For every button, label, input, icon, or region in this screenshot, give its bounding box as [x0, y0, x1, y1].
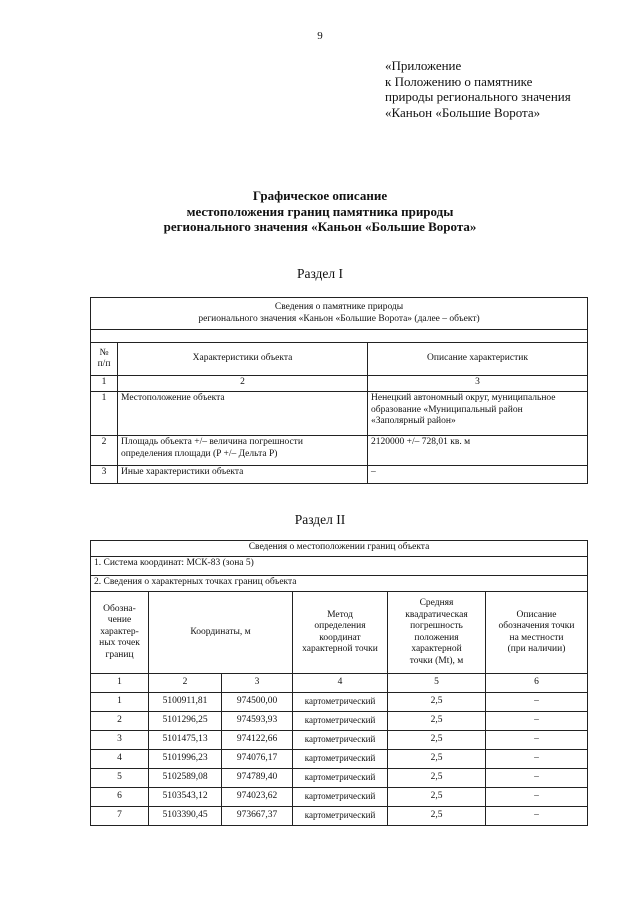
- row-value: [368, 392, 588, 436]
- annex-line: к Положению о памятнике: [385, 73, 533, 89]
- points-caption-row: [91, 576, 588, 592]
- table-caption: [91, 298, 588, 330]
- boundary-points-table: [90, 540, 588, 826]
- row-name: Иные характеристики объекта: [118, 466, 368, 484]
- caption-line: регионального значения «Каньон «Большие Ворота» (далее – объект): [198, 313, 480, 324]
- title-line: Графическое описание: [252, 188, 388, 203]
- value-line: Ненецкий автономный округ, муниципальное: [371, 393, 556, 403]
- table-caption-row: [91, 298, 588, 330]
- method: картометрический: [293, 807, 388, 826]
- header-description: Описание характеристик: [368, 343, 588, 376]
- column-number: 6: [486, 674, 588, 693]
- spacer-cell: [91, 330, 588, 343]
- header-line: Средняя: [419, 598, 454, 608]
- table-caption-row: [91, 541, 588, 557]
- terrain: –: [486, 731, 588, 750]
- object-characteristics-table: [90, 297, 588, 484]
- column-number-row: [91, 674, 588, 693]
- method: картометрический: [293, 769, 388, 788]
- terrain: –: [486, 807, 588, 826]
- header-line: погрешность: [410, 621, 463, 631]
- spacer-row: [91, 330, 588, 343]
- coord-y: 973667,37: [222, 807, 293, 826]
- row-num: 3: [91, 466, 118, 484]
- point-id: 7: [91, 807, 149, 826]
- header-row: [91, 592, 588, 674]
- points-caption: 2. Сведения о характерных точках границ объекта: [91, 576, 588, 592]
- annex-line: «Приложение: [385, 58, 462, 73]
- coord-x: 5100911,81: [149, 693, 222, 712]
- error: 2,5: [388, 807, 486, 826]
- method: картометрический: [293, 750, 388, 769]
- table-row: [91, 769, 588, 788]
- method: картометрический: [293, 731, 388, 750]
- coord-y: 974593,93: [222, 712, 293, 731]
- method: картометрический: [293, 788, 388, 807]
- column-number: 1: [91, 674, 149, 693]
- coord-x: 5102589,08: [149, 769, 222, 788]
- header-point: [91, 592, 149, 674]
- coord-y: 974023,62: [222, 788, 293, 807]
- header-line: координат: [319, 632, 361, 643]
- error: 2,5: [388, 750, 486, 769]
- coord-y: 974500,00: [222, 693, 293, 712]
- header-line: на местности: [509, 632, 564, 643]
- table-row: [91, 712, 588, 731]
- section-2-heading: Раздел II: [294, 512, 346, 527]
- column-number: 2: [118, 376, 368, 392]
- header-line: характер-: [100, 626, 139, 637]
- column-number: 4: [293, 674, 388, 693]
- point-id: 5: [91, 769, 149, 788]
- section-1-heading: Раздел I: [296, 266, 344, 281]
- point-id: 2: [91, 712, 149, 731]
- title-line: регионального значения «Каньон «Большие Ворота»: [163, 219, 477, 234]
- terrain: –: [486, 788, 588, 807]
- title-line: местоположения границ памятника природы: [186, 203, 454, 219]
- table-row: [91, 750, 588, 769]
- value-line: «Заполярный район»: [371, 416, 456, 426]
- header-line: квадратическая: [405, 609, 468, 620]
- table-row: [91, 436, 588, 466]
- row-value: 2120000 +/– 728,01 кв. м: [368, 436, 588, 466]
- coord-y: 974122,66: [222, 731, 293, 750]
- point-id: 3: [91, 731, 149, 750]
- header-line: характерной точки: [302, 644, 378, 654]
- terrain: –: [486, 750, 588, 769]
- error: 2,5: [388, 769, 486, 788]
- table-row: [91, 807, 588, 826]
- coord-x: 5101996,23: [149, 750, 222, 769]
- coord-y: 974789,40: [222, 769, 293, 788]
- header-line: чение: [107, 615, 132, 626]
- column-number: 3: [222, 674, 293, 693]
- header-line: границ: [105, 649, 134, 660]
- header-line: Описание: [516, 609, 557, 620]
- header-num: [91, 343, 118, 376]
- column-number: 5: [388, 674, 486, 693]
- header-line: положения: [414, 632, 459, 643]
- point-id: 4: [91, 750, 149, 769]
- name-line: Площадь объекта +/– величина погрешности: [121, 437, 303, 447]
- table-row: [91, 788, 588, 807]
- coord-x: 5101296,25: [149, 712, 222, 731]
- error: 2,5: [388, 712, 486, 731]
- header-line: точки (Mt), м: [409, 655, 464, 666]
- method: картометрический: [293, 693, 388, 712]
- coord-system: 1. Система координат: МСК-83 (зона 5): [91, 557, 588, 576]
- column-number: 3: [368, 376, 588, 392]
- header-method: [293, 592, 388, 674]
- header-line: определения: [314, 621, 366, 631]
- coord-system-row: [91, 557, 588, 576]
- table-row: [91, 392, 588, 436]
- column-number: 1: [91, 376, 118, 392]
- header-line: ных точек: [99, 638, 140, 649]
- coord-x: 5103543,12: [149, 788, 222, 807]
- header-characteristics: Характеристики объекта: [118, 343, 368, 376]
- error: 2,5: [388, 788, 486, 807]
- method: картометрический: [293, 712, 388, 731]
- document-title: [0, 188, 640, 235]
- header-num-line: №: [99, 347, 109, 358]
- point-id: 6: [91, 788, 149, 807]
- row-name: Местоположение объекта: [118, 392, 368, 436]
- column-number: 2: [149, 674, 222, 693]
- header-line: (при наличии): [507, 644, 566, 654]
- terrain: –: [486, 712, 588, 731]
- table-caption: Сведения о местоположении границ объекта: [91, 541, 588, 557]
- header-row: [91, 343, 588, 376]
- table-row: [91, 693, 588, 712]
- row-value: –: [368, 466, 588, 484]
- header-error: [388, 592, 486, 674]
- table-row: [91, 466, 588, 484]
- header-num-line: п/п: [97, 359, 111, 369]
- annex-line: природы регионального значения: [385, 89, 571, 104]
- header-line: Метод: [327, 609, 353, 620]
- row-num: 2: [91, 436, 118, 466]
- row-name: [118, 436, 368, 466]
- name-line: определения площади (P +/– Дельта P): [121, 448, 278, 459]
- coord-y: 974076,17: [222, 750, 293, 769]
- value-line: образование «Муниципальный район: [371, 404, 523, 415]
- terrain: –: [486, 769, 588, 788]
- coord-x: 5103390,45: [149, 807, 222, 826]
- header-line: обозначения точки: [498, 621, 575, 631]
- annex-block: [385, 58, 571, 120]
- header-coordinates: Координаты, м: [149, 592, 293, 674]
- page-number: 9: [317, 30, 323, 42]
- header-line: Обозна-: [103, 603, 136, 614]
- caption-line: Сведения о памятнике природы: [274, 302, 404, 312]
- annex-line: «Каньон «Большие Ворота»: [385, 104, 541, 120]
- row-num: 1: [91, 392, 118, 436]
- terrain: –: [486, 693, 588, 712]
- column-number-row: [91, 376, 588, 392]
- header-line: характерной: [411, 644, 462, 654]
- point-id: 1: [91, 693, 149, 712]
- header-terrain: [486, 592, 588, 674]
- error: 2,5: [388, 731, 486, 750]
- error: 2,5: [388, 693, 486, 712]
- table-row: [91, 731, 588, 750]
- coord-x: 5101475,13: [149, 731, 222, 750]
